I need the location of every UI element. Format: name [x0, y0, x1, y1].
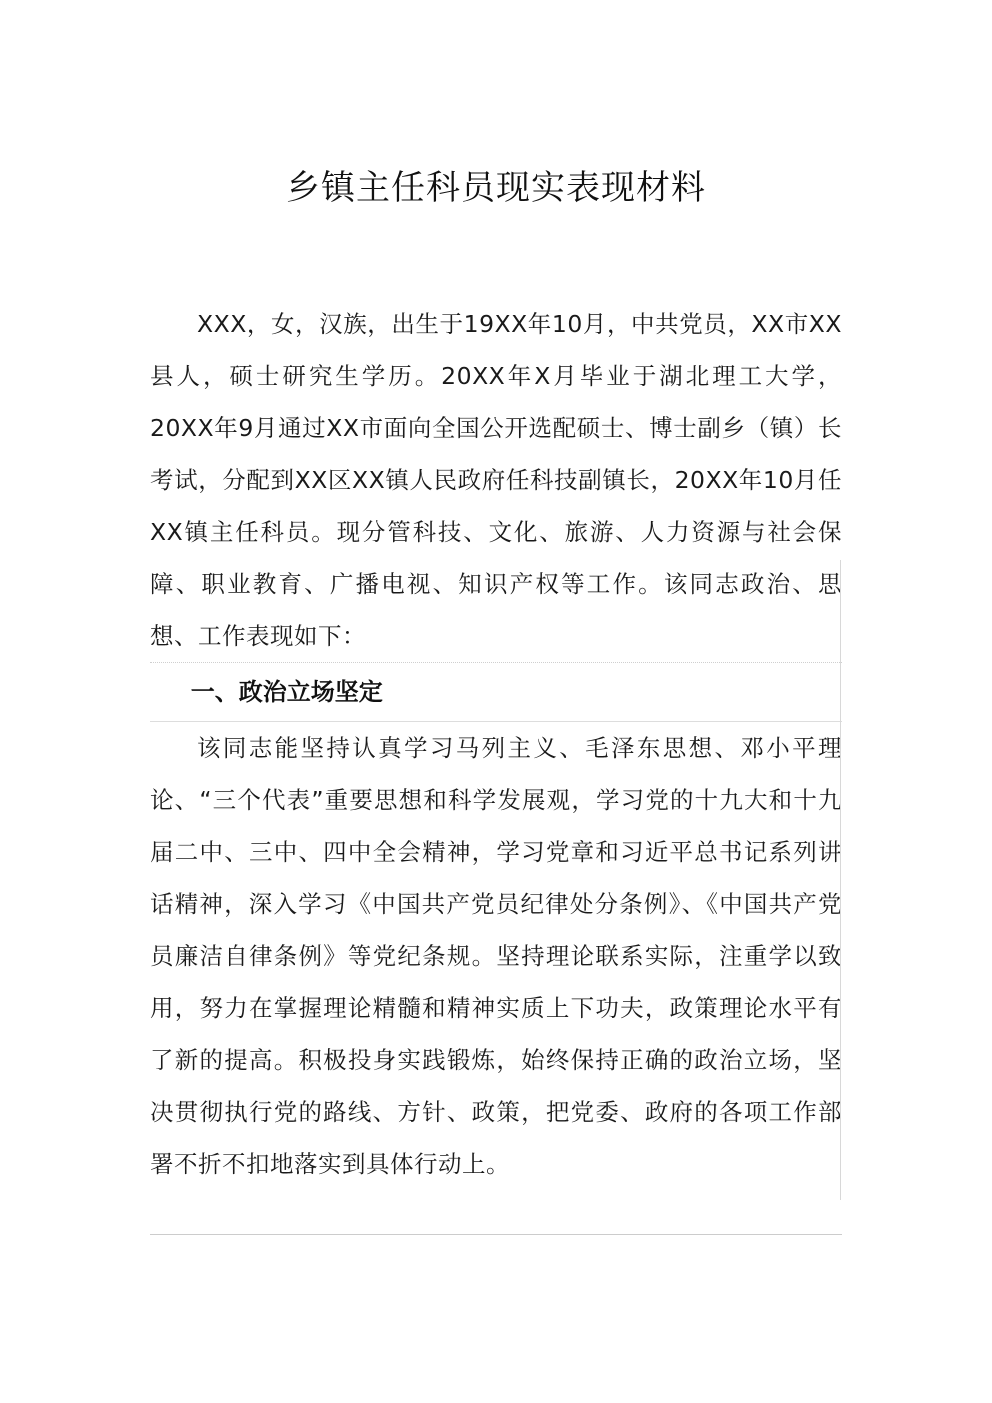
document-body — [150, 298, 842, 1190]
intro-paragraph: XXX，女，汉族，出生于19XX年10月，中共党员，XX市XX县人，硕士研究生学历。20XX年X月毕业于湖北理工大学，20XX年9月通过XX市面向全国公开选配硕士、博士副乡（镇）长考试，分配到XX区XX镇人民政府任科技副镇长，20XX年10月任XX镇主任科员。现分管科技、文化、旅游、人力资源与社会保障、职业教育、广播电视、知识产权等工作。该同志政治、思想、工作表现如下： — [150, 310, 842, 650]
document-title: 乡镇主任科员现实表现材料 — [286, 168, 706, 208]
margin-marks — [840, 560, 843, 1200]
section-paragraph-political-stance: 该同志能坚持认真学习马列主义、毛泽东思想、邓小平理论、“三个代表”重要思想和科学发展观，学习党的十九大和十九届二中、三中、四中全会精神，学习党章和习近平总书记系列讲话精神，深入学习《中国共产党员纪律处分条例》、《中国共产党员廉洁自律条例》等党纪条规。坚持理论联系实际，注重学以致用，努力在掌握理论精髓和精神实质上下功夫，政策理论水平有了新的提高。积极投身实践锻炼，始终保持正确的政治立场，坚决贯彻执行党的路线、方针、政策，把党委、政府的各项工作部署不折不扣地落实到具体行动上。 — [150, 734, 842, 1178]
section-heading-political-stance: 一、政治立场坚定 — [150, 662, 842, 722]
bottom-rule — [150, 1234, 842, 1235]
